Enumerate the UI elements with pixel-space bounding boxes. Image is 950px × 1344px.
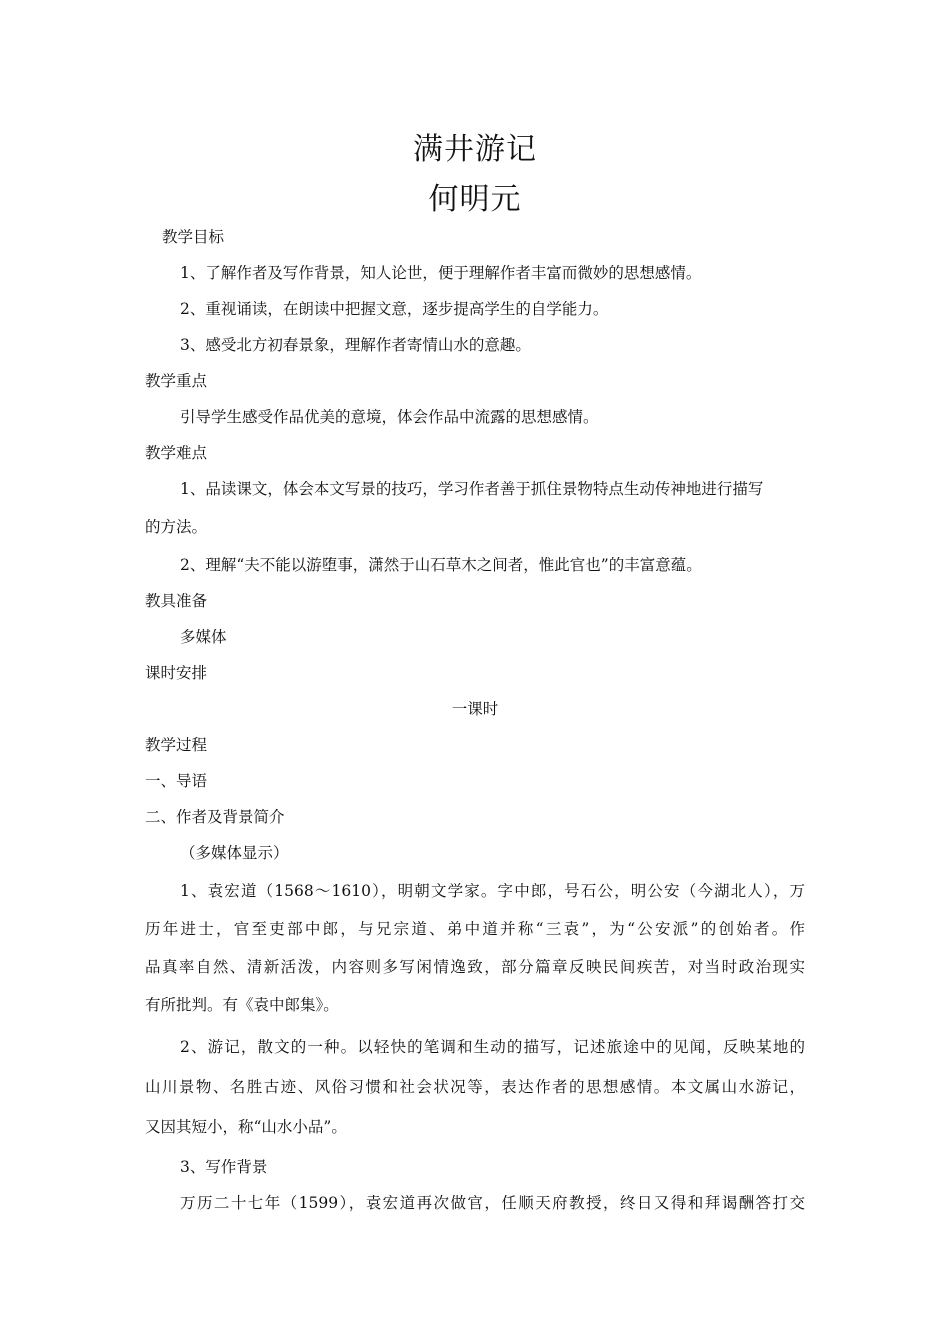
objective-item: 2、重视诵读，在朗读中把握文意，逐步提高学生的自学能力。 (180, 300, 609, 318)
document-author: 何明元 (428, 182, 522, 217)
schedule-text: 一课时 (451, 700, 499, 718)
media-note: （多媒体显示） (180, 844, 289, 862)
difficulty-item-1-line-1: 1、品读课文，体会本文写景的技巧，学习作者善于抓住景物特点生动传神地进行描写 (180, 480, 764, 498)
key-points-text: 引导学生感受作品优美的意境，体会作品中流露的思想感情。 (180, 408, 599, 426)
genre-intro-line: 山川景物、名胜古迹、风俗习惯和社会状况等，表达作者的思想感情。本文属山水游记， (145, 1078, 805, 1096)
difficulty-item-1-line-2: 的方法。 (145, 518, 208, 536)
difficulty-item-2: 2、理解“夫不能以游堕事，潇然于山石草木之间者，惟此官也”的丰富意蕴。 (180, 556, 702, 574)
author-intro-line: 有所批判。有《袁中郎集》。 (145, 996, 339, 1014)
author-intro-line: 品真率自然、清新活泼，内容则多写闲情逸致，部分篇章反映民间疾苦，对当时政治现实 (145, 958, 805, 976)
key-points-heading: 教学重点 (145, 372, 208, 390)
document-title: 满井游记 (413, 132, 537, 167)
objectives-heading: 教学目标 (162, 228, 225, 246)
author-intro-line: 1、袁宏道（1568～1610），明朝文学家。字中郎，号石公，明公安（今湖北人），万 (180, 882, 805, 900)
genre-intro-line: 2、游记，散文的一种。以轻快的笔调和生动的描写，记述旅途中的见闻，反映某地的 (180, 1038, 805, 1056)
background-text-line: 万历二十七年（1599），袁宏道再次做官，任顺天府教授，终日又得和拜谒酬答打交 (180, 1194, 805, 1212)
process-section-1: 一、导语 (145, 772, 208, 790)
schedule-heading: 课时安排 (145, 664, 208, 682)
author-intro-line: 历年进士，官至吏部中郎，与兄宗道、弟中道并称“三袁”，为“公安派”的创始者。作 (145, 920, 805, 938)
materials-text: 多媒体 (180, 628, 227, 646)
genre-intro-line: 又因其短小，称“山水小品”。 (145, 1118, 347, 1136)
materials-heading: 教具准备 (145, 592, 208, 610)
difficulties-heading: 教学难点 (145, 444, 208, 462)
background-heading: 3、写作背景 (180, 1158, 268, 1176)
objective-item: 3、感受北方初春景象，理解作者寄情山水的意趣。 (180, 336, 531, 354)
process-section-2: 二、作者及背景简介 (145, 808, 285, 826)
process-heading: 教学过程 (145, 736, 208, 754)
objective-item: 1、了解作者及写作背景，知人论世，便于理解作者丰富而微妙的思想感情。 (180, 264, 702, 282)
